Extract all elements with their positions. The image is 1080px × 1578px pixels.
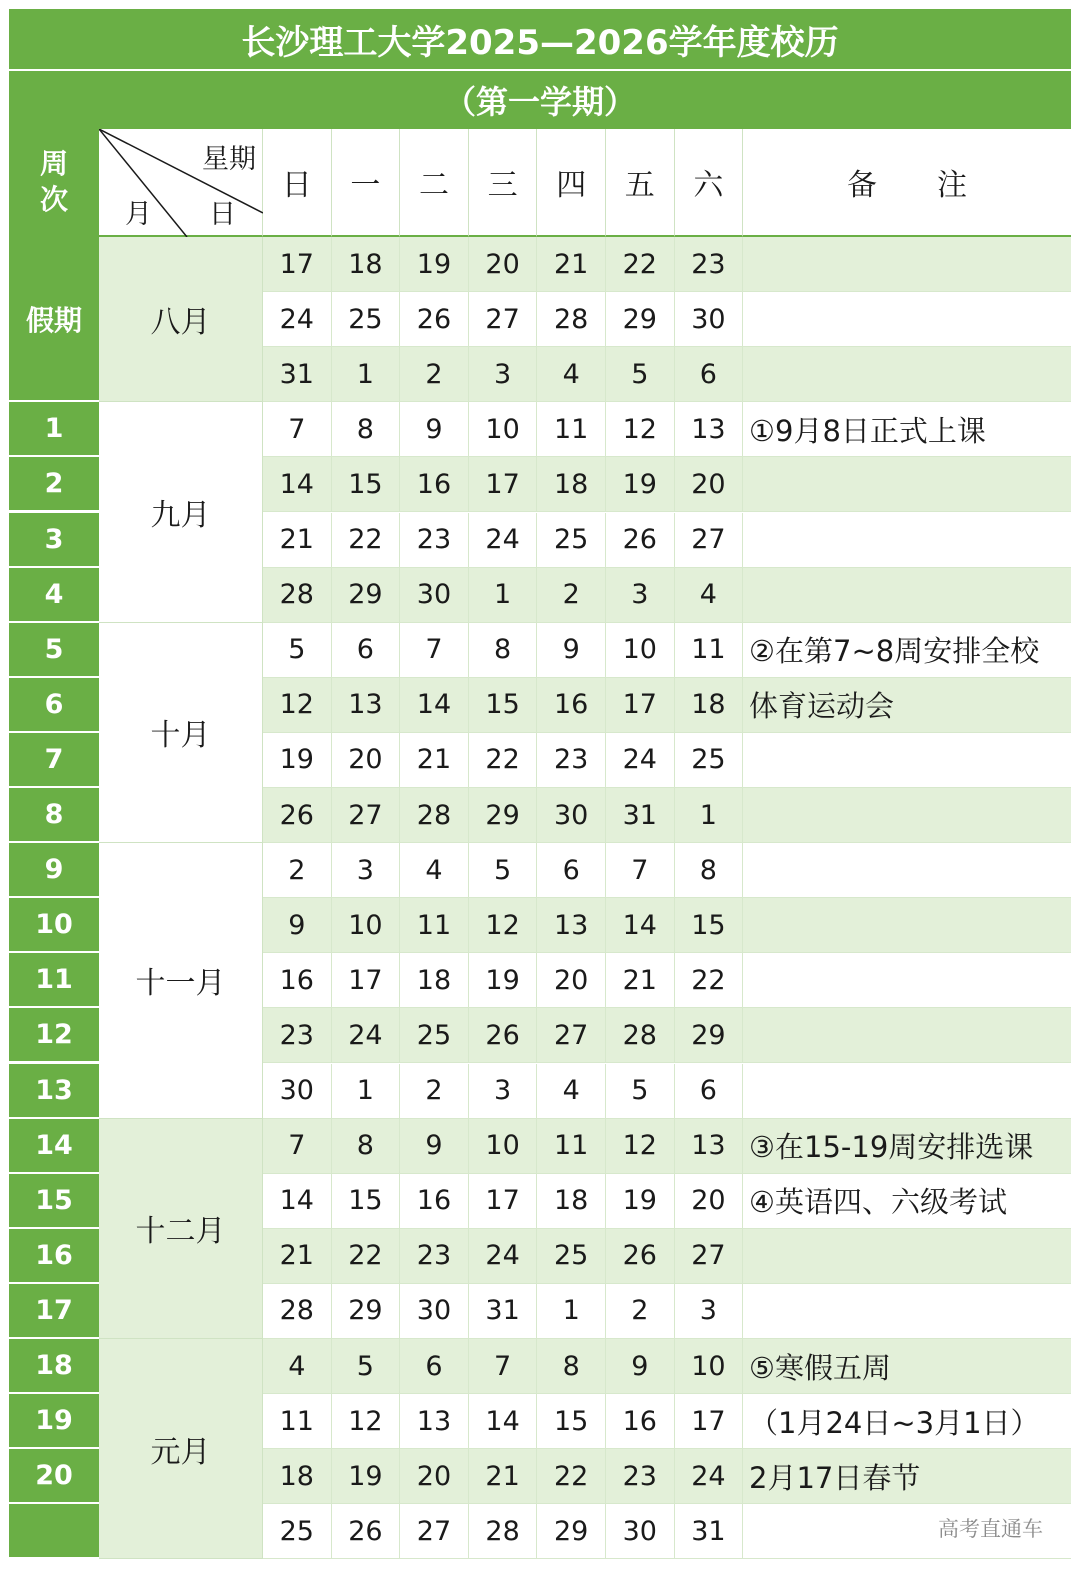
- day-cell: 3: [469, 347, 538, 402]
- day-cell: 26: [606, 513, 675, 568]
- day-cell: 8: [675, 843, 744, 898]
- remark-cell: ④英语四、六级考试: [743, 1174, 1071, 1229]
- day-cell: 19: [606, 457, 675, 512]
- day-cell: 12: [606, 1119, 675, 1174]
- day-cell: 1: [332, 347, 401, 402]
- week-number: 1: [9, 402, 99, 457]
- weekday-header: 五: [606, 129, 675, 237]
- day-cell: 8: [469, 623, 538, 678]
- day-cell: 11: [263, 1394, 332, 1449]
- remark-cell: ②在第7~8周安排全校: [743, 623, 1071, 678]
- remark-cell: 体育运动会: [743, 678, 1071, 733]
- calendar-frame: [9, 9, 1071, 1569]
- day-cell: 24: [469, 513, 538, 568]
- day-cell: 2: [400, 347, 469, 402]
- day-cell: 30: [537, 788, 606, 843]
- week-number: 15: [9, 1174, 99, 1229]
- day-cell: 27: [675, 1229, 744, 1284]
- week-number: 13: [9, 1064, 99, 1119]
- month-label: 十一月: [99, 843, 263, 1119]
- day-cell: 3: [469, 1064, 538, 1119]
- day-cell: 2: [606, 1284, 675, 1339]
- day-cell: 6: [675, 347, 744, 402]
- week-number: 6: [9, 678, 99, 733]
- day-cell: 5: [469, 843, 538, 898]
- day-cell: 25: [263, 1504, 332, 1559]
- remarks-header: 备 注: [743, 129, 1071, 237]
- day-cell: 8: [332, 1119, 401, 1174]
- day-cell: 12: [332, 1394, 401, 1449]
- day-cell: 24: [263, 292, 332, 347]
- week-number: 17: [9, 1284, 99, 1339]
- day-cell: 17: [606, 678, 675, 733]
- day-cell: 18: [537, 457, 606, 512]
- day-cell: 5: [606, 347, 675, 402]
- week-number: 16: [9, 1229, 99, 1284]
- day-cell: 12: [469, 898, 538, 953]
- week-number: 8: [9, 788, 99, 843]
- weekday-header: 日: [263, 129, 332, 237]
- week-number: 4: [9, 568, 99, 623]
- day-cell: 23: [400, 1229, 469, 1284]
- remark-cell: [743, 292, 1071, 347]
- week-number: 10: [9, 898, 99, 953]
- day-cell: 9: [263, 898, 332, 953]
- day-cell: 9: [400, 402, 469, 457]
- week-number: 14: [9, 1119, 99, 1174]
- remark-cell: [743, 1064, 1071, 1119]
- weekday-header: 二: [400, 129, 469, 237]
- day-cell: 7: [400, 623, 469, 678]
- day-cell: 30: [675, 292, 744, 347]
- day-cell: 7: [263, 402, 332, 457]
- day-cell: 4: [537, 347, 606, 402]
- day-cell: 6: [675, 1064, 744, 1119]
- day-cell: 27: [469, 292, 538, 347]
- day-cell: 31: [606, 788, 675, 843]
- day-cell: 3: [675, 1284, 744, 1339]
- day-cell: 2: [400, 1064, 469, 1119]
- day-cell: 22: [537, 1449, 606, 1504]
- day-cell: 28: [537, 292, 606, 347]
- week-number: 9: [9, 843, 99, 898]
- day-cell: 21: [469, 1449, 538, 1504]
- day-cell: 14: [400, 678, 469, 733]
- day-cell: 26: [606, 1229, 675, 1284]
- week-number: 5: [9, 623, 99, 678]
- day-cell: 31: [469, 1284, 538, 1339]
- weekday-header: 四: [537, 129, 606, 237]
- day-cell: 31: [675, 1504, 744, 1559]
- day-cell: 31: [263, 347, 332, 402]
- remark-cell: [743, 843, 1071, 898]
- remark-cell: （1月24日~3月1日）: [743, 1394, 1071, 1449]
- day-cell: 28: [469, 1504, 538, 1559]
- day-cell: 21: [400, 733, 469, 788]
- day-cell: 4: [537, 1064, 606, 1119]
- month-label: 八月: [99, 237, 263, 402]
- month-label: 九月: [99, 402, 263, 622]
- day-cell: 5: [606, 1064, 675, 1119]
- day-cell: 3: [332, 843, 401, 898]
- day-cell: 16: [400, 457, 469, 512]
- day-cell: 9: [606, 1339, 675, 1394]
- day-cell: 28: [263, 568, 332, 623]
- weekday-header: 三: [469, 129, 538, 237]
- day-cell: 10: [606, 623, 675, 678]
- day-cell: 1: [469, 568, 538, 623]
- day-cell: 1: [537, 1284, 606, 1339]
- day-cell: 30: [606, 1504, 675, 1559]
- weekday-header: 一: [332, 129, 401, 237]
- day-cell: 24: [469, 1229, 538, 1284]
- day-cell: 21: [263, 513, 332, 568]
- day-cell: 10: [469, 1119, 538, 1174]
- day-cell: 26: [400, 292, 469, 347]
- remark-cell: [743, 788, 1071, 843]
- day-cell: 1: [332, 1064, 401, 1119]
- day-cell: 18: [332, 237, 401, 292]
- day-cell: 29: [332, 1284, 401, 1339]
- day-cell: 20: [537, 953, 606, 1008]
- day-cell: 13: [675, 402, 744, 457]
- day-cell: 25: [675, 733, 744, 788]
- remark-cell: [743, 1008, 1071, 1063]
- day-cell: 11: [675, 623, 744, 678]
- day-cell: 5: [332, 1339, 401, 1394]
- week-number: 18: [9, 1339, 99, 1394]
- week-number: 2: [9, 457, 99, 512]
- day-cell: 18: [675, 678, 744, 733]
- day-cell: 26: [469, 1008, 538, 1063]
- watermark: 高考直通车: [938, 1517, 1043, 1541]
- day-cell: 26: [332, 1504, 401, 1559]
- remark-cell: ⑤寒假五周: [743, 1339, 1071, 1394]
- remark-cell: [743, 898, 1071, 953]
- day-cell: 13: [537, 898, 606, 953]
- day-cell: 7: [469, 1339, 538, 1394]
- day-cell: 30: [400, 1284, 469, 1339]
- day-cell: 29: [606, 292, 675, 347]
- day-cell: 29: [675, 1008, 744, 1063]
- day-cell: 11: [537, 1119, 606, 1174]
- day-cell: 6: [332, 623, 401, 678]
- day-cell: 11: [400, 898, 469, 953]
- remark-cell: [743, 953, 1071, 1008]
- day-cell: 10: [469, 402, 538, 457]
- day-cell: 22: [675, 953, 744, 1008]
- day-cell: 17: [263, 237, 332, 292]
- day-cell: 13: [400, 1394, 469, 1449]
- day-cell: 30: [400, 568, 469, 623]
- day-cell: 27: [537, 1008, 606, 1063]
- day-cell: 16: [400, 1174, 469, 1229]
- day-cell: 17: [332, 953, 401, 1008]
- week-number: 12: [9, 1008, 99, 1063]
- day-cell: 14: [263, 1174, 332, 1229]
- day-cell: 29: [469, 788, 538, 843]
- day-cell: 3: [606, 568, 675, 623]
- holiday-label: 假期: [9, 237, 99, 402]
- day-cell: 14: [263, 457, 332, 512]
- day-cell: 17: [469, 1174, 538, 1229]
- day-cell: 2: [537, 568, 606, 623]
- day-cell: 4: [400, 843, 469, 898]
- day-cell: 16: [606, 1394, 675, 1449]
- day-cell: 7: [606, 843, 675, 898]
- day-cell: 24: [332, 1008, 401, 1063]
- corner-weekday-label: 星期: [202, 144, 256, 175]
- day-cell: 14: [606, 898, 675, 953]
- day-cell: 29: [332, 568, 401, 623]
- weekday-header: 六: [675, 129, 744, 237]
- day-cell: 13: [332, 678, 401, 733]
- day-cell: 27: [332, 788, 401, 843]
- remark-cell: [743, 237, 1071, 292]
- day-cell: 20: [469, 237, 538, 292]
- remark-cell: [743, 513, 1071, 568]
- day-cell: 24: [675, 1449, 744, 1504]
- day-cell: 25: [400, 1008, 469, 1063]
- week-number: 19: [9, 1394, 99, 1449]
- remark-cell: ③在15-19周安排选课: [743, 1119, 1071, 1174]
- day-cell: 19: [469, 953, 538, 1008]
- day-cell: 2: [263, 843, 332, 898]
- day-cell: 23: [400, 513, 469, 568]
- day-cell: 19: [263, 733, 332, 788]
- day-cell: 15: [332, 457, 401, 512]
- day-cell: 23: [263, 1008, 332, 1063]
- day-cell: 30: [263, 1064, 332, 1119]
- day-cell: 15: [675, 898, 744, 953]
- day-cell: 25: [332, 292, 401, 347]
- day-cell: 8: [332, 402, 401, 457]
- day-cell: 20: [675, 457, 744, 512]
- day-cell: 19: [332, 1449, 401, 1504]
- day-cell: 5: [263, 623, 332, 678]
- corner-day-label: 日: [209, 199, 236, 230]
- remark-cell: [743, 1284, 1071, 1339]
- week-number: 11: [9, 953, 99, 1008]
- remark-cell: [743, 347, 1071, 402]
- week-label-1: 周: [39, 147, 68, 180]
- day-cell: 7: [263, 1119, 332, 1174]
- day-cell: 10: [332, 898, 401, 953]
- day-cell: 10: [675, 1339, 744, 1394]
- day-cell: 14: [469, 1394, 538, 1449]
- day-cell: 28: [400, 788, 469, 843]
- corner-month-label: 月: [125, 199, 152, 230]
- day-cell: 22: [332, 513, 401, 568]
- remark-cell: [743, 733, 1071, 788]
- day-cell: 27: [400, 1504, 469, 1559]
- day-cell: 6: [537, 843, 606, 898]
- week-number: [9, 1504, 99, 1559]
- day-cell: 23: [675, 237, 744, 292]
- day-cell: 8: [537, 1339, 606, 1394]
- day-cell: 15: [537, 1394, 606, 1449]
- day-cell: 27: [675, 513, 744, 568]
- week-number: 20: [9, 1449, 99, 1504]
- remark-cell: [743, 457, 1071, 512]
- day-cell: 9: [537, 623, 606, 678]
- day-cell: 20: [400, 1449, 469, 1504]
- day-cell: 28: [263, 1284, 332, 1339]
- day-cell: 6: [400, 1339, 469, 1394]
- day-cell: 28: [606, 1008, 675, 1063]
- day-cell: 29: [537, 1504, 606, 1559]
- month-label: 元月: [99, 1339, 263, 1559]
- day-cell: 12: [606, 402, 675, 457]
- month-label: 十月: [99, 623, 263, 843]
- day-cell: 22: [469, 733, 538, 788]
- day-cell: 16: [537, 678, 606, 733]
- page-title: 长沙理工大学2025—2026学年度校历: [9, 9, 1071, 69]
- remark-cell: ①9月8日正式上课: [743, 402, 1071, 457]
- day-cell: 12: [263, 678, 332, 733]
- week-label-2: 次: [39, 183, 68, 216]
- day-cell: 16: [263, 953, 332, 1008]
- day-cell: 22: [606, 237, 675, 292]
- day-cell: 13: [675, 1119, 744, 1174]
- day-cell: 20: [332, 733, 401, 788]
- week-number: 7: [9, 733, 99, 788]
- remark-cell: 2月17日春节: [743, 1449, 1071, 1504]
- day-cell: 17: [469, 457, 538, 512]
- day-cell: 18: [537, 1174, 606, 1229]
- day-cell: 25: [537, 513, 606, 568]
- day-cell: 19: [400, 237, 469, 292]
- day-cell: 1: [675, 788, 744, 843]
- day-cell: 23: [537, 733, 606, 788]
- day-cell: 25: [537, 1229, 606, 1284]
- day-cell: 15: [469, 678, 538, 733]
- day-cell: 21: [263, 1229, 332, 1284]
- remark-cell: [743, 1229, 1071, 1284]
- week-column-header: [9, 129, 99, 237]
- day-cell: 17: [675, 1394, 744, 1449]
- day-cell: 24: [606, 733, 675, 788]
- day-cell: 20: [675, 1174, 744, 1229]
- corner-header: [99, 129, 263, 237]
- day-cell: 15: [332, 1174, 401, 1229]
- day-cell: 11: [537, 402, 606, 457]
- day-cell: 21: [537, 237, 606, 292]
- day-cell: 18: [400, 953, 469, 1008]
- page-subtitle: （第一学期）: [9, 69, 1071, 129]
- day-cell: 19: [606, 1174, 675, 1229]
- month-label: 十二月: [99, 1119, 263, 1339]
- day-cell: 18: [263, 1449, 332, 1504]
- day-cell: 26: [263, 788, 332, 843]
- remark-cell: [743, 568, 1071, 623]
- day-cell: 9: [400, 1119, 469, 1174]
- day-cell: 4: [263, 1339, 332, 1394]
- day-cell: 23: [606, 1449, 675, 1504]
- week-number: 3: [9, 513, 99, 568]
- day-cell: 22: [332, 1229, 401, 1284]
- day-cell: 4: [675, 568, 744, 623]
- day-cell: 21: [606, 953, 675, 1008]
